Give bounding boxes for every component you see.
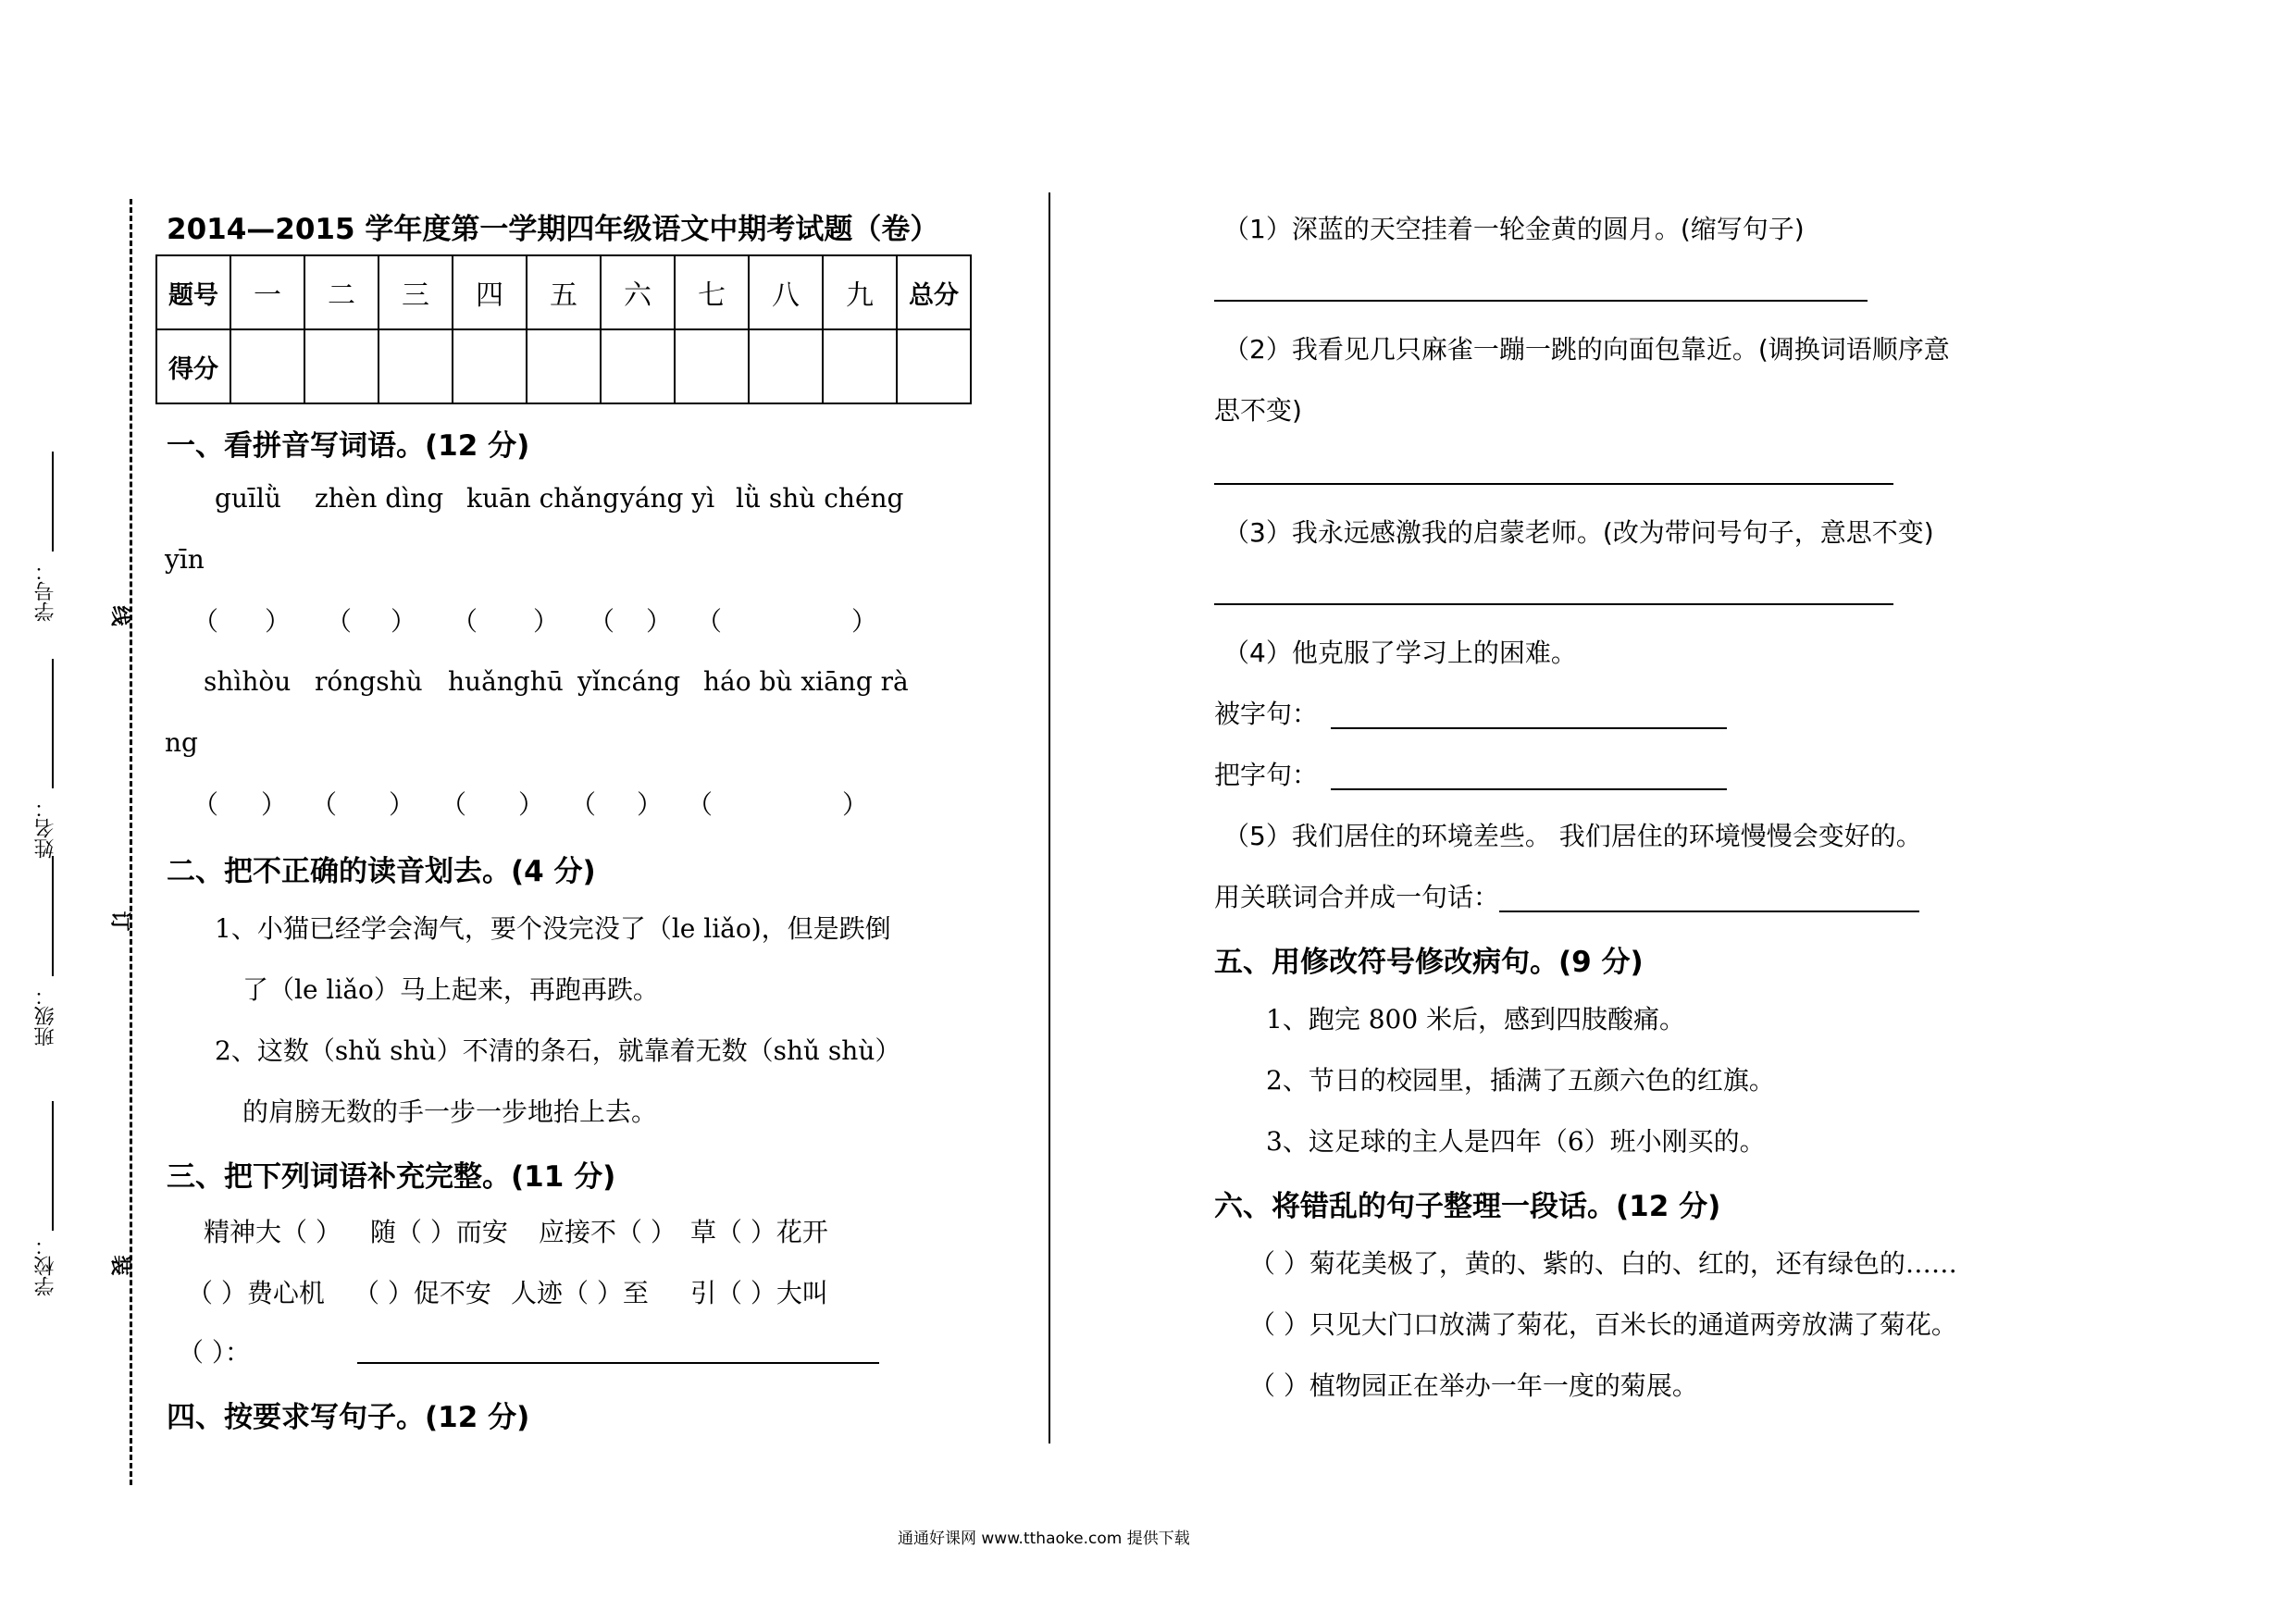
s6-item-1: （ ）菊花美极了，黄的、紫的、白的、红的，还有绿色的…… xyxy=(1249,1248,1957,1279)
s6-item-3: （ ）植物园正在举办一年一度的菊展。 xyxy=(1249,1370,1698,1401)
col-9: 九 xyxy=(823,255,897,329)
section-5-title: 五、用修改符号修改病句。(9 分) xyxy=(1214,946,1644,979)
col-5: 五 xyxy=(527,255,601,329)
score-cell[interactable] xyxy=(897,329,971,403)
col-8: 八 xyxy=(749,255,823,329)
pinyin-5: lǜ shù chéng xyxy=(736,483,904,514)
s4-q1: （1）深蓝的天空挂着一轮金黄的圆月。(缩写句子) xyxy=(1223,214,1805,244)
score-label: 得分 xyxy=(156,329,230,403)
idiom-5: （ ）费心机 xyxy=(187,1278,325,1308)
s4-q3: （3）我永远感激我的启蒙老师。(改为带问号句子，意思不变) xyxy=(1223,517,1934,548)
answer-paren-close: ） xyxy=(637,789,664,820)
idiom-answer-line[interactable] xyxy=(357,1362,879,1364)
s2-q1-line2: 了（le liǎo）马上起来，再跑再跌。 xyxy=(242,974,659,1005)
pinyin-1: guīlǜ xyxy=(215,483,281,514)
answer-paren-close: ） xyxy=(646,606,673,637)
score-cell[interactable] xyxy=(675,329,749,403)
ba-sentence-line[interactable] xyxy=(1331,788,1727,790)
answer-paren-open: （ xyxy=(192,606,219,637)
score-cell[interactable] xyxy=(453,329,527,403)
pinyin-2: zhèn dìng xyxy=(315,483,444,514)
s2-q2-line2: 的肩膀无数的手一步一步地抬上去。 xyxy=(242,1096,658,1127)
pinyin-4: yáng yì xyxy=(620,483,715,514)
s4-q2-answer-line[interactable] xyxy=(1214,483,1893,485)
s5-item-2: 2、节日的校园里，插满了五颜六色的红旗。 xyxy=(1266,1065,1775,1096)
score-cell[interactable] xyxy=(230,329,304,403)
class-line xyxy=(52,856,54,976)
s4-q4: （4）他克服了学习上的困难。 xyxy=(1223,638,1577,668)
idiom-2: 随（ ）而安 xyxy=(370,1217,508,1247)
s4-q2-line1: （2）我看见几只麻雀一蹦一跳的向面包靠近。(调换词语顺序意 xyxy=(1223,334,1950,365)
answer-paren-open: （ xyxy=(589,606,615,637)
pinyin-3: kuān chǎng xyxy=(466,483,619,514)
section-4-title: 四、按要求写句子。(12 分) xyxy=(167,1401,530,1434)
section-6-title: 六、将错乱的句子整理一段话。(12 分) xyxy=(1214,1190,1721,1223)
total-label: 总分 xyxy=(897,255,971,329)
answer-paren-close: ） xyxy=(851,606,878,637)
col-1: 一 xyxy=(230,255,304,329)
score-cell[interactable] xyxy=(304,329,379,403)
score-cell[interactable] xyxy=(749,329,823,403)
answer-paren-close: ） xyxy=(391,606,417,637)
score-table-score-row xyxy=(156,329,971,403)
pinyin-7: róngshù xyxy=(315,666,423,697)
score-cell[interactable] xyxy=(527,329,601,403)
answer-paren-open: （ xyxy=(441,789,467,820)
s2-q2-line1: 2、这数（shǔ shù）不清的条石，就靠着无数（shǔ shù） xyxy=(215,1035,901,1066)
col-3: 三 xyxy=(379,255,453,329)
pinyin-10: háo bù xiāng rà xyxy=(703,666,909,697)
answer-paren-open: （ xyxy=(570,789,597,820)
answer-paren-close: ） xyxy=(265,606,292,637)
section-2-title: 二、把不正确的读音划去。(4 分) xyxy=(167,855,596,888)
score-table-header-row xyxy=(156,255,971,329)
binding-mark-zhuang: 装 xyxy=(107,1255,132,1276)
col-7: 七 xyxy=(675,255,749,329)
idiom-6: （ ）促不安 xyxy=(354,1278,491,1308)
answer-paren-open: （ xyxy=(696,606,723,637)
pinyin-8: huǎnghū xyxy=(448,666,564,697)
binding-mark-ding: 订 xyxy=(107,911,132,932)
student-no-line xyxy=(52,452,54,551)
score-cell[interactable] xyxy=(379,329,453,403)
s4-q5-answer-line[interactable] xyxy=(1499,911,1919,912)
idiom-1: 精神大（ ） xyxy=(204,1217,341,1247)
col-4: 四 xyxy=(453,255,527,329)
s4-q5: （5）我们居住的环境差些。 我们居住的环境慢慢会变好的。 xyxy=(1223,821,1922,851)
s4-q1-answer-line[interactable] xyxy=(1214,300,1868,302)
answer-paren-close: ） xyxy=(533,606,560,637)
name-line xyxy=(52,659,54,788)
idiom-extra-paren: （ ）： xyxy=(178,1337,251,1368)
answer-paren-close: ） xyxy=(261,789,288,820)
column-divider xyxy=(1049,192,1050,1443)
class-label: 班级： xyxy=(34,985,57,1047)
answer-paren-open: （ xyxy=(311,789,338,820)
answer-paren-close: ） xyxy=(518,789,545,820)
answer-paren-open: （ xyxy=(452,606,478,637)
s6-item-2: （ ）只见大门口放满了菊花，百米长的通道两旁放满了菊花。 xyxy=(1249,1309,1957,1340)
bei-sentence-label: 被字句： xyxy=(1214,699,1319,729)
name-label: 姓名： xyxy=(34,798,57,859)
exam-title: 2014—2015 学年度第一学期四年级语文中期考试题（卷） xyxy=(167,213,939,246)
pinyin-wrap-1: yīn xyxy=(165,544,205,575)
s2-q1-line1: 1、小猫已经学会淘气，要个没完没了（le liǎo)，但是跌倒 xyxy=(215,913,891,944)
col-2: 二 xyxy=(304,255,379,329)
score-cell[interactable] xyxy=(601,329,675,403)
idiom-8: 引（ ）大叫 xyxy=(690,1278,828,1308)
school-label: 学校： xyxy=(34,1235,57,1296)
s5-item-1: 1、跑完 800 米后，感到四肢酸痛。 xyxy=(1266,1004,1686,1035)
answer-paren-open: （ xyxy=(687,789,714,820)
s4-q3-answer-line[interactable] xyxy=(1214,603,1893,605)
answer-paren-open: （ xyxy=(192,789,219,820)
question-no-label: 题号 xyxy=(156,255,230,329)
student-no-label: 学号： xyxy=(34,561,57,622)
pinyin-6: shìhòu xyxy=(204,666,292,697)
binding-mark-line: 线 xyxy=(107,605,132,626)
pinyin-9: yǐncáng xyxy=(577,666,681,697)
answer-paren-open: （ xyxy=(326,606,353,637)
s4-q2-line2: 思不变) xyxy=(1214,395,1302,426)
score-table xyxy=(155,254,972,404)
idiom-4: 草（ ）花开 xyxy=(690,1217,828,1247)
s4-q5-prompt: 用关联词合并成一句话： xyxy=(1214,882,1500,912)
answer-paren-close: ） xyxy=(842,789,869,820)
score-cell[interactable] xyxy=(823,329,897,403)
section-1-title: 一、看拼音写词语。(12 分) xyxy=(167,429,530,463)
s5-item-3: 3、这足球的主人是四年（6）班小刚买的。 xyxy=(1266,1126,1766,1157)
pinyin-wrap-2: ng xyxy=(165,727,198,758)
idiom-7: 人迹（ ）至 xyxy=(511,1278,649,1308)
school-line xyxy=(52,1101,54,1231)
binding-dashed-line xyxy=(130,199,132,1485)
idiom-3: 应接不（ ） xyxy=(539,1217,676,1247)
footer-text: 通通好课网 www.tthaoke.com 提供下载 xyxy=(898,1530,1190,1548)
ba-sentence-label: 把字句： xyxy=(1214,760,1319,790)
col-6: 六 xyxy=(601,255,675,329)
section-3-title: 三、把下列词语补充完整。(11 分) xyxy=(167,1160,616,1194)
answer-paren-close: ） xyxy=(389,789,416,820)
bei-sentence-line[interactable] xyxy=(1331,727,1727,729)
